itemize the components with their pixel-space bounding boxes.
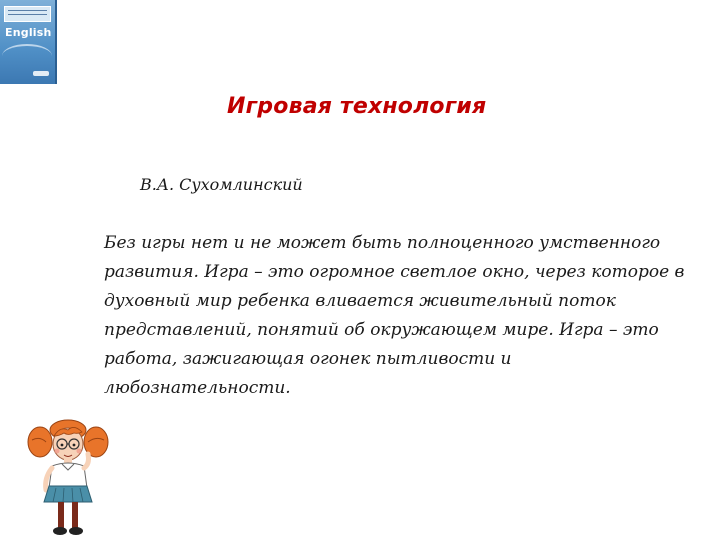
quote-author: В.А. Сухомлинский (140, 175, 303, 194)
slide-title: Игровая технология (227, 94, 487, 119)
quote-text: Без игры нет и не может быть полноценного умственного развития. Игра – это огромное светлое окно, через которое в духовный мир ребенка вливается живительный поток представлений, понятий об окружающем мире. Игра – это работа, зажигающая огонек пытливости и любознательности. (104, 233, 685, 398)
cover-swoosh (2, 44, 52, 68)
cover-title-band (4, 6, 51, 22)
cartoon-girl-icon (18, 412, 118, 540)
cover-word: English (5, 26, 52, 39)
english-book-cover (0, 0, 57, 84)
publisher-logo (33, 71, 49, 76)
